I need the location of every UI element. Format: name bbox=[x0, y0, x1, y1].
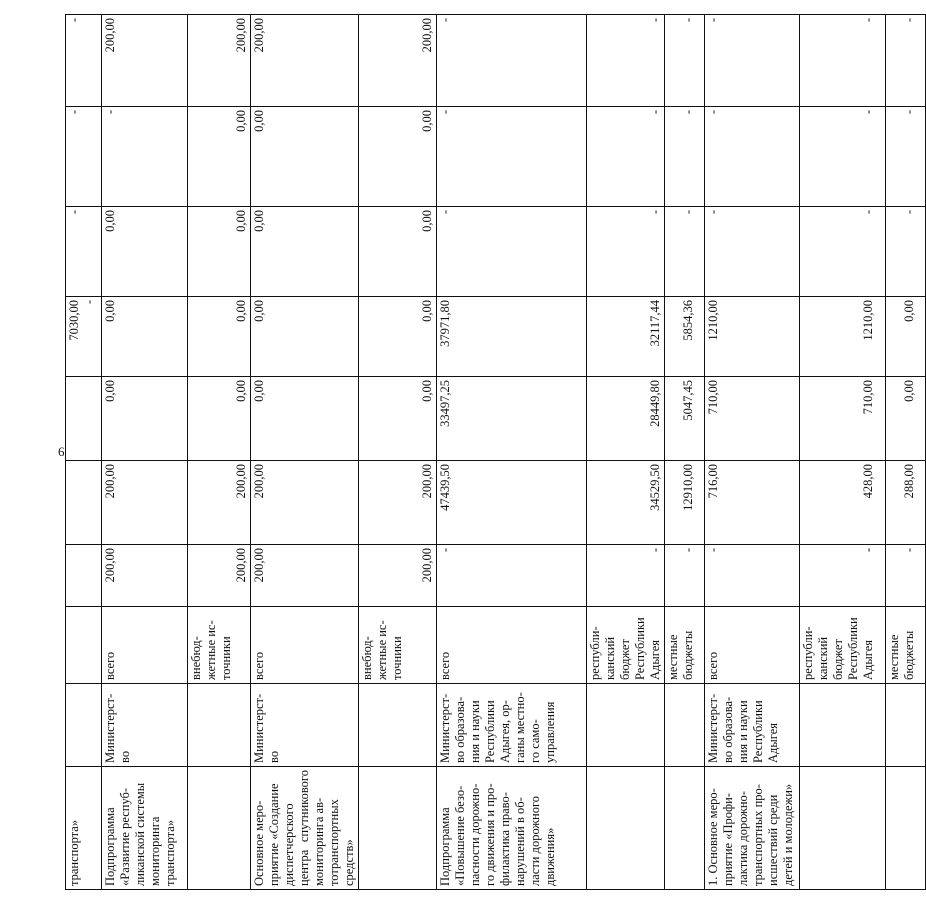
amount-cell: 288,00 bbox=[886, 461, 926, 545]
table-row bbox=[359, 15, 437, 890]
table-row bbox=[886, 15, 926, 890]
amount-cell: 5047,45 bbox=[665, 377, 705, 461]
amount-cell: 200,00 bbox=[102, 545, 188, 607]
amount-cell: - bbox=[886, 545, 926, 607]
amount-cell: 0,00 bbox=[102, 297, 188, 377]
amount-cell: 0,00 bbox=[251, 107, 359, 207]
amount-cell: - bbox=[705, 545, 800, 607]
amount-cell: 47439,50 bbox=[437, 461, 587, 545]
amount-cell: 0,00 bbox=[359, 107, 437, 207]
program-name-cell bbox=[359, 767, 437, 890]
program-name-cell: 1. Основное меро- приятие «Профи- лактика дорожно- транспортных про- исшествий среди детей и молодежи» bbox=[705, 767, 800, 890]
executor-cell: Министерст- во bbox=[251, 684, 359, 767]
amount-cell: - bbox=[705, 107, 800, 207]
program-name-cell bbox=[665, 767, 705, 890]
amount-cell: 5854,36 bbox=[665, 297, 705, 377]
source-cell: республи- канский бюджет Республики Адыгея bbox=[800, 607, 886, 684]
amount-cell: 12910,00 bbox=[665, 461, 705, 545]
amount-cell bbox=[66, 461, 102, 545]
amount-cell: 0,00 bbox=[188, 107, 251, 207]
table-row bbox=[66, 15, 102, 890]
source-cell: местные бюджеты bbox=[665, 607, 705, 684]
amount-cell: - bbox=[665, 15, 705, 107]
amount-cell: 1210,00 bbox=[800, 297, 886, 377]
amount-cell: - bbox=[66, 107, 102, 207]
amount-cell: 0,00 bbox=[102, 207, 188, 297]
amount-cell: - bbox=[437, 15, 587, 107]
amount-cell: - bbox=[437, 107, 587, 207]
source-cell bbox=[66, 607, 102, 684]
program-name-cell: Подпрограмма «Развитие респуб- ликанской системы мониторинга транспорта» bbox=[102, 767, 188, 890]
executor-cell bbox=[587, 684, 665, 767]
amount-cell: - bbox=[66, 15, 102, 107]
amount-cell: 0,00 bbox=[251, 207, 359, 297]
amount-cell: 28449,80 bbox=[587, 377, 665, 461]
amount-cell: 0,00 bbox=[886, 297, 926, 377]
executor-cell bbox=[665, 684, 705, 767]
program-name-cell: транспорта» bbox=[66, 767, 102, 890]
amount-cell: 200,00 bbox=[359, 15, 437, 107]
amount-cell: 200,00 bbox=[251, 545, 359, 607]
amount-cell: - bbox=[705, 15, 800, 107]
amount-cell: 33497,25 bbox=[437, 377, 587, 461]
source-cell: всего bbox=[102, 607, 188, 684]
amount-cell: - bbox=[102, 107, 188, 207]
table-row bbox=[251, 15, 359, 890]
amount-cell: - bbox=[800, 107, 886, 207]
amount-cell: 0,00 bbox=[188, 377, 251, 461]
executor-cell bbox=[188, 684, 251, 767]
source-cell: местные бюджеты bbox=[886, 607, 926, 684]
amount-cell: - bbox=[437, 545, 587, 607]
amount-cell: 710,00 bbox=[800, 377, 886, 461]
program-name-cell bbox=[188, 767, 251, 890]
amount-cell: - bbox=[587, 15, 665, 107]
table-row bbox=[665, 15, 705, 890]
amount-cell: 200,00 bbox=[359, 545, 437, 607]
amount-cell: 0,00 bbox=[886, 377, 926, 461]
amount-cell bbox=[66, 545, 102, 607]
source-cell: внебюд- жетные ис- точники bbox=[188, 607, 251, 684]
table-row bbox=[188, 15, 251, 890]
amount-cell: - bbox=[587, 207, 665, 297]
amount-cell bbox=[66, 377, 102, 461]
executor-cell bbox=[66, 684, 102, 767]
amount-cell: - bbox=[886, 107, 926, 207]
table-row bbox=[102, 15, 188, 890]
amount-cell: 0,00 bbox=[188, 297, 251, 377]
amount-cell: 34529,50 bbox=[587, 461, 665, 545]
amount-cell: 37971,80 bbox=[437, 297, 587, 377]
amount-cell: - bbox=[800, 15, 886, 107]
program-name-cell bbox=[587, 767, 665, 890]
source-cell: всего bbox=[437, 607, 587, 684]
program-name-cell bbox=[886, 767, 926, 890]
amount-cell: - bbox=[800, 545, 886, 607]
amount-cell: 200,00 bbox=[188, 545, 251, 607]
rotated-table-container bbox=[65, 15, 916, 890]
budget-table bbox=[65, 14, 926, 890]
amount-cell: 200,00 bbox=[102, 15, 188, 107]
table-row bbox=[587, 15, 665, 890]
amount-cell: - bbox=[886, 207, 926, 297]
executor-cell: Министерст- во образова- ния и науки Республики Адыгея, ор- ганы местно- го само- управления bbox=[437, 684, 587, 767]
amount-cell: - bbox=[437, 207, 587, 297]
amount-cell: 0,00 bbox=[359, 207, 437, 297]
table-row bbox=[437, 15, 587, 890]
executor-cell bbox=[886, 684, 926, 767]
amount-cell: 200,00 bbox=[188, 15, 251, 107]
amount-cell: 200,00 bbox=[188, 461, 251, 545]
amount-cell: - bbox=[587, 545, 665, 607]
source-cell: всего bbox=[251, 607, 359, 684]
table-row bbox=[705, 15, 800, 890]
amount-cell: 0,00 bbox=[359, 297, 437, 377]
amount-cell: 1210,00 bbox=[705, 297, 800, 377]
amount-cell: 0,00 bbox=[251, 377, 359, 461]
amount-cell: 0,00 bbox=[188, 207, 251, 297]
executor-cell bbox=[359, 684, 437, 767]
source-cell: всего bbox=[705, 607, 800, 684]
amount-cell: 200,00 bbox=[359, 461, 437, 545]
amount-cell: 0,00 bbox=[251, 297, 359, 377]
program-name-cell: Подпрограмма «Повышение безо- пасности дорожно- го движения и про- филактика право- нарушений в об- ласти дорожного движения» bbox=[437, 767, 587, 890]
amount-cell: - bbox=[665, 207, 705, 297]
amount-cell: - bbox=[587, 107, 665, 207]
amount-cell: 200,00 bbox=[102, 461, 188, 545]
amount-cell: 200,00 bbox=[251, 461, 359, 545]
amount-cell: - bbox=[665, 545, 705, 607]
program-name-cell: Основное меро- приятие «Создание диспетчерского центра спутникового мониторинга ав- тотранспортных средств» bbox=[251, 767, 359, 890]
source-cell: республи- канский бюджет Республики Адыгея bbox=[587, 607, 665, 684]
amount-cell: 428,00 bbox=[800, 461, 886, 545]
page-number: 6 bbox=[58, 444, 65, 459]
executor-cell: Министерст- во образова- ния и науки Республики Адыгея bbox=[705, 684, 800, 767]
executor-cell: Министерст- во bbox=[102, 684, 188, 767]
amount-cell: - bbox=[665, 107, 705, 207]
amount-cell: 0,00 bbox=[359, 377, 437, 461]
executor-cell bbox=[800, 684, 886, 767]
amount-cell: - bbox=[66, 207, 102, 297]
amount-cell: 200,00 bbox=[251, 15, 359, 107]
amount-cell: 7030,00 - bbox=[66, 297, 102, 377]
amount-cell: 716,00 bbox=[705, 461, 800, 545]
amount-cell: 0,00 bbox=[102, 377, 188, 461]
amount-cell: 710,00 bbox=[705, 377, 800, 461]
amount-cell: - bbox=[800, 207, 886, 297]
amount-cell: - bbox=[886, 15, 926, 107]
program-name-cell bbox=[800, 767, 886, 890]
source-cell: внебюд- жетные ис- точники bbox=[359, 607, 437, 684]
table-row bbox=[800, 15, 886, 890]
amount-cell: 32117,44 bbox=[587, 297, 665, 377]
amount-cell: - bbox=[705, 207, 800, 297]
